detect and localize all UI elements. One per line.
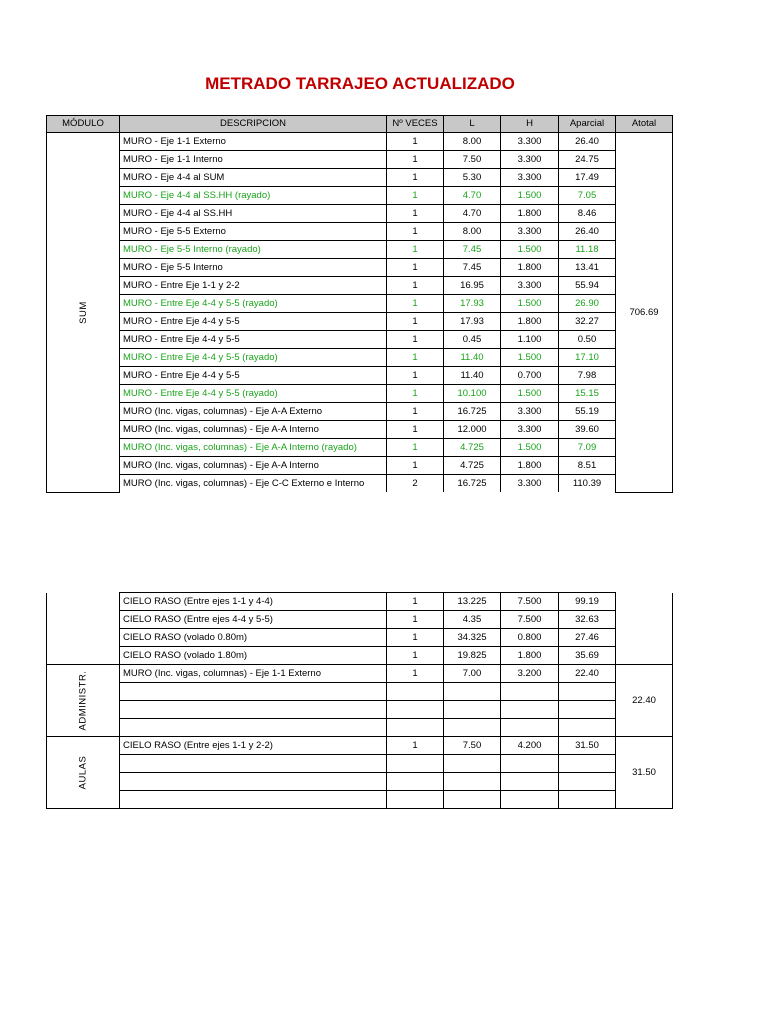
cell-descripcion: CIELO RASO (Entre ejes 1-1 y 2-2) (120, 737, 387, 755)
header-descripcion: DESCRIPCION (120, 116, 387, 133)
cell-h: 3.200 (501, 665, 559, 683)
cell-aparcial (559, 701, 616, 719)
table-row (47, 223, 673, 241)
table-row (47, 313, 673, 331)
cell-descripcion: MURO - Eje 5-5 Interno (rayado) (120, 241, 387, 259)
cell-aparcial: 0.50 (559, 331, 616, 349)
cell-aparcial: 55.94 (559, 277, 616, 295)
cell-h: 3.300 (501, 223, 559, 241)
table-row (47, 719, 673, 737)
cell-aparcial: 8.51 (559, 457, 616, 475)
cell-h: 1.800 (501, 457, 559, 475)
cell-aparcial: 7.09 (559, 439, 616, 457)
cell-veces: 1 (387, 647, 444, 665)
cell-descripcion: MURO - Entre Eje 4-4 y 5-5 (rayado) (120, 385, 387, 403)
cell-l: 5.30 (444, 169, 501, 187)
cell-h: 1.500 (501, 385, 559, 403)
cell-veces: 1 (387, 223, 444, 241)
table-row (47, 187, 673, 205)
cell-descripcion: MURO - Eje 4-4 al SS.HH (120, 205, 387, 223)
cell-l: 4.725 (444, 457, 501, 475)
header-l: L (444, 116, 501, 133)
cell-descripcion: MURO - Entre Eje 4-4 y 5-5 (120, 367, 387, 385)
cell-veces: 1 (387, 313, 444, 331)
cell-h (501, 701, 559, 719)
cell-h: 0.800 (501, 629, 559, 647)
table-row (47, 593, 673, 611)
cell-l: 12.000 (444, 421, 501, 439)
cell-aparcial (559, 773, 616, 791)
table-row (47, 701, 673, 719)
cell-h: 3.300 (501, 277, 559, 295)
cell-l (444, 773, 501, 791)
cell-veces: 1 (387, 593, 444, 611)
table-row (47, 349, 673, 367)
cell-aparcial: 35.69 (559, 647, 616, 665)
table-row (47, 457, 673, 475)
table-row (47, 737, 673, 755)
atotal-cell-aulas: 31.50 (616, 737, 673, 809)
cell-descripcion: MURO - Entre Eje 4-4 y 5-5 (120, 313, 387, 331)
cell-aparcial (559, 755, 616, 773)
cell-h: 1.800 (501, 205, 559, 223)
cell-veces (387, 719, 444, 737)
cell-descripcion (120, 719, 387, 737)
cell-h (501, 755, 559, 773)
cell-l: 7.45 (444, 241, 501, 259)
cell-h: 1.800 (501, 647, 559, 665)
cell-aparcial: 24.75 (559, 151, 616, 169)
cell-veces: 2 (387, 475, 444, 493)
cell-aparcial: 13.41 (559, 259, 616, 277)
cell-l: 4.725 (444, 439, 501, 457)
cell-descripcion: MURO (Inc. vigas, columnas) - Eje C-C Externo e Interno (120, 475, 387, 493)
cell-h: 3.300 (501, 169, 559, 187)
cell-h: 1.500 (501, 241, 559, 259)
cell-h: 1.500 (501, 295, 559, 313)
module-label: AULAS (77, 755, 89, 790)
cell-descripcion: MURO - Entre Eje 4-4 y 5-5 (120, 331, 387, 349)
cell-l: 7.00 (444, 665, 501, 683)
cell-l: 11.40 (444, 367, 501, 385)
cell-h: 4.200 (501, 737, 559, 755)
cell-descripcion: MURO - Eje 5-5 Interno (120, 259, 387, 277)
cell-descripcion (120, 791, 387, 809)
table-row (47, 475, 673, 493)
page-title: METRADO TARRAJEO ACTUALIZADO (205, 74, 515, 93)
cell-veces (387, 791, 444, 809)
table-row (47, 169, 673, 187)
cell-descripcion: MURO - Eje 5-5 Externo (120, 223, 387, 241)
module-cell-aulas (47, 737, 120, 809)
cell-aparcial: 31.50 (559, 737, 616, 755)
cell-descripcion: MURO (Inc. vigas, columnas) - Eje A-A Interno (120, 421, 387, 439)
cell-aparcial: 26.90 (559, 295, 616, 313)
cell-veces: 1 (387, 187, 444, 205)
cell-descripcion: MURO - Eje 1-1 Interno (120, 151, 387, 169)
table-row (47, 295, 673, 313)
cell-descripcion: MURO - Eje 4-4 al SS.HH (rayado) (120, 187, 387, 205)
table-row (47, 791, 673, 809)
cell-veces: 1 (387, 241, 444, 259)
cell-l: 7.50 (444, 151, 501, 169)
cell-h (501, 773, 559, 791)
cell-descripcion: CIELO RASO (volado 0.80m) (120, 629, 387, 647)
cell-aparcial: 7.05 (559, 187, 616, 205)
cell-h: 1.800 (501, 313, 559, 331)
cell-h: 0.700 (501, 367, 559, 385)
cell-l: 34.325 (444, 629, 501, 647)
cell-h: 3.300 (501, 403, 559, 421)
module-label: ADMINISTR. (77, 670, 89, 731)
table-row (47, 439, 673, 457)
header-atotal: Atotal (616, 116, 673, 133)
table-row (47, 629, 673, 647)
cell-veces: 1 (387, 457, 444, 475)
cell-l: 8.00 (444, 223, 501, 241)
cell-descripcion: MURO (Inc. vigas, columnas) - Eje A-A Interno (120, 457, 387, 475)
table-row (47, 773, 673, 791)
cell-veces: 1 (387, 133, 444, 151)
table-row (47, 205, 673, 223)
cell-l: 0.45 (444, 331, 501, 349)
metrado-table-continued (46, 592, 673, 809)
cell-l (444, 719, 501, 737)
cell-veces: 1 (387, 665, 444, 683)
cell-descripcion (120, 773, 387, 791)
cell-veces (387, 683, 444, 701)
table-row (47, 331, 673, 349)
cell-h: 1.100 (501, 331, 559, 349)
cell-aparcial: 110.39 (559, 475, 616, 493)
module-cell-sum-continued (47, 593, 120, 665)
cell-h (501, 683, 559, 701)
cell-aparcial: 99.19 (559, 593, 616, 611)
table-row (47, 403, 673, 421)
cell-veces: 1 (387, 259, 444, 277)
header-veces: Nº VECES (387, 116, 444, 133)
table-row (47, 755, 673, 773)
cell-descripcion (120, 683, 387, 701)
cell-l: 4.35 (444, 611, 501, 629)
cell-aparcial: 26.40 (559, 133, 616, 151)
cell-descripcion: MURO - Eje 1-1 Externo (120, 133, 387, 151)
cell-l: 7.45 (444, 259, 501, 277)
cell-descripcion: MURO (Inc. vigas, columnas) - Eje A-A Interno (rayado) (120, 439, 387, 457)
cell-veces: 1 (387, 403, 444, 421)
cell-veces: 1 (387, 349, 444, 367)
cell-aparcial: 32.27 (559, 313, 616, 331)
table-row (47, 259, 673, 277)
cell-aparcial: 7.98 (559, 367, 616, 385)
cell-l: 17.93 (444, 313, 501, 331)
cell-aparcial (559, 683, 616, 701)
cell-l: 13.225 (444, 593, 501, 611)
cell-descripcion (120, 701, 387, 719)
cell-l: 8.00 (444, 133, 501, 151)
cell-veces: 1 (387, 295, 444, 313)
cell-veces: 1 (387, 737, 444, 755)
atotal-cell-administr: 22.40 (616, 665, 673, 737)
cell-l: 4.70 (444, 187, 501, 205)
cell-aparcial: 26.40 (559, 223, 616, 241)
cell-descripcion: MURO - Entre Eje 1-1 y 2-2 (120, 277, 387, 295)
cell-l: 4.70 (444, 205, 501, 223)
table-row (47, 421, 673, 439)
cell-l: 16.725 (444, 403, 501, 421)
cell-aparcial: 17.10 (559, 349, 616, 367)
cell-aparcial: 15.15 (559, 385, 616, 403)
cell-aparcial: 27.46 (559, 629, 616, 647)
table-row (47, 665, 673, 683)
cell-descripcion: CIELO RASO (volado 1.80m) (120, 647, 387, 665)
cell-h: 3.300 (501, 421, 559, 439)
cell-l (444, 701, 501, 719)
cell-veces: 1 (387, 169, 444, 187)
cell-h: 1.500 (501, 349, 559, 367)
cell-veces: 1 (387, 277, 444, 295)
cell-h: 3.300 (501, 475, 559, 493)
cell-l (444, 791, 501, 809)
table-row (47, 647, 673, 665)
cell-h: 7.500 (501, 611, 559, 629)
cell-descripcion (120, 755, 387, 773)
cell-h: 1.500 (501, 439, 559, 457)
table-row (47, 133, 673, 151)
cell-h: 3.300 (501, 133, 559, 151)
cell-aparcial: 32.63 (559, 611, 616, 629)
cell-l: 11.40 (444, 349, 501, 367)
cell-h (501, 719, 559, 737)
metrado-table-sum (46, 115, 673, 493)
cell-veces: 1 (387, 611, 444, 629)
table-row (47, 151, 673, 169)
header-aparcial: Aparcial (559, 116, 616, 133)
cell-veces: 1 (387, 205, 444, 223)
module-cell-sum (47, 133, 120, 493)
cell-veces: 1 (387, 629, 444, 647)
cell-aparcial: 55.19 (559, 403, 616, 421)
cell-veces: 1 (387, 439, 444, 457)
cell-aparcial: 17.49 (559, 169, 616, 187)
cell-h: 1.800 (501, 259, 559, 277)
cell-descripcion: CIELO RASO (Entre ejes 4-4 y 5-5) (120, 611, 387, 629)
cell-l: 19.825 (444, 647, 501, 665)
table-row (47, 277, 673, 295)
cell-descripcion: MURO (Inc. vigas, columnas) - Eje A-A Externo (120, 403, 387, 421)
cell-veces: 1 (387, 421, 444, 439)
cell-aparcial: 11.18 (559, 241, 616, 259)
cell-l: 16.95 (444, 277, 501, 295)
cell-h: 3.300 (501, 151, 559, 169)
cell-l: 10.100 (444, 385, 501, 403)
cell-descripcion: CIELO RASO (Entre ejes 1-1 y 4-4) (120, 593, 387, 611)
cell-aparcial (559, 719, 616, 737)
header-row (47, 116, 673, 133)
cell-veces: 1 (387, 151, 444, 169)
cell-descripcion: MURO - Eje 4-4 al SUM (120, 169, 387, 187)
cell-veces (387, 755, 444, 773)
cell-veces: 1 (387, 367, 444, 385)
cell-veces (387, 701, 444, 719)
cell-l (444, 683, 501, 701)
cell-descripcion: MURO - Entre Eje 4-4 y 5-5 (rayado) (120, 295, 387, 313)
cell-veces: 1 (387, 385, 444, 403)
cell-aparcial: 8.46 (559, 205, 616, 223)
cell-l: 16.725 (444, 475, 501, 493)
header-h: H (501, 116, 559, 133)
table-row (47, 611, 673, 629)
cell-aparcial (559, 791, 616, 809)
module-cell-administr (47, 665, 120, 737)
cell-veces: 1 (387, 331, 444, 349)
cell-descripcion: MURO - Entre Eje 4-4 y 5-5 (rayado) (120, 349, 387, 367)
atotal-cell-sum-continued (616, 593, 673, 665)
cell-h (501, 791, 559, 809)
table-row (47, 367, 673, 385)
cell-h: 7.500 (501, 593, 559, 611)
cell-l: 17.93 (444, 295, 501, 313)
table-row (47, 241, 673, 259)
cell-l (444, 755, 501, 773)
cell-h: 1.500 (501, 187, 559, 205)
module-label: SUM (77, 300, 89, 324)
atotal-cell-sum: 706.69 (616, 133, 673, 493)
cell-l: 7.50 (444, 737, 501, 755)
header-modulo: MÓDULO (47, 116, 120, 133)
cell-veces (387, 773, 444, 791)
cell-aparcial: 39.60 (559, 421, 616, 439)
cell-descripcion: MURO (Inc. vigas, columnas) - Eje 1-1 Externo (120, 665, 387, 683)
table-row (47, 385, 673, 403)
table-row (47, 683, 673, 701)
cell-aparcial: 22.40 (559, 665, 616, 683)
